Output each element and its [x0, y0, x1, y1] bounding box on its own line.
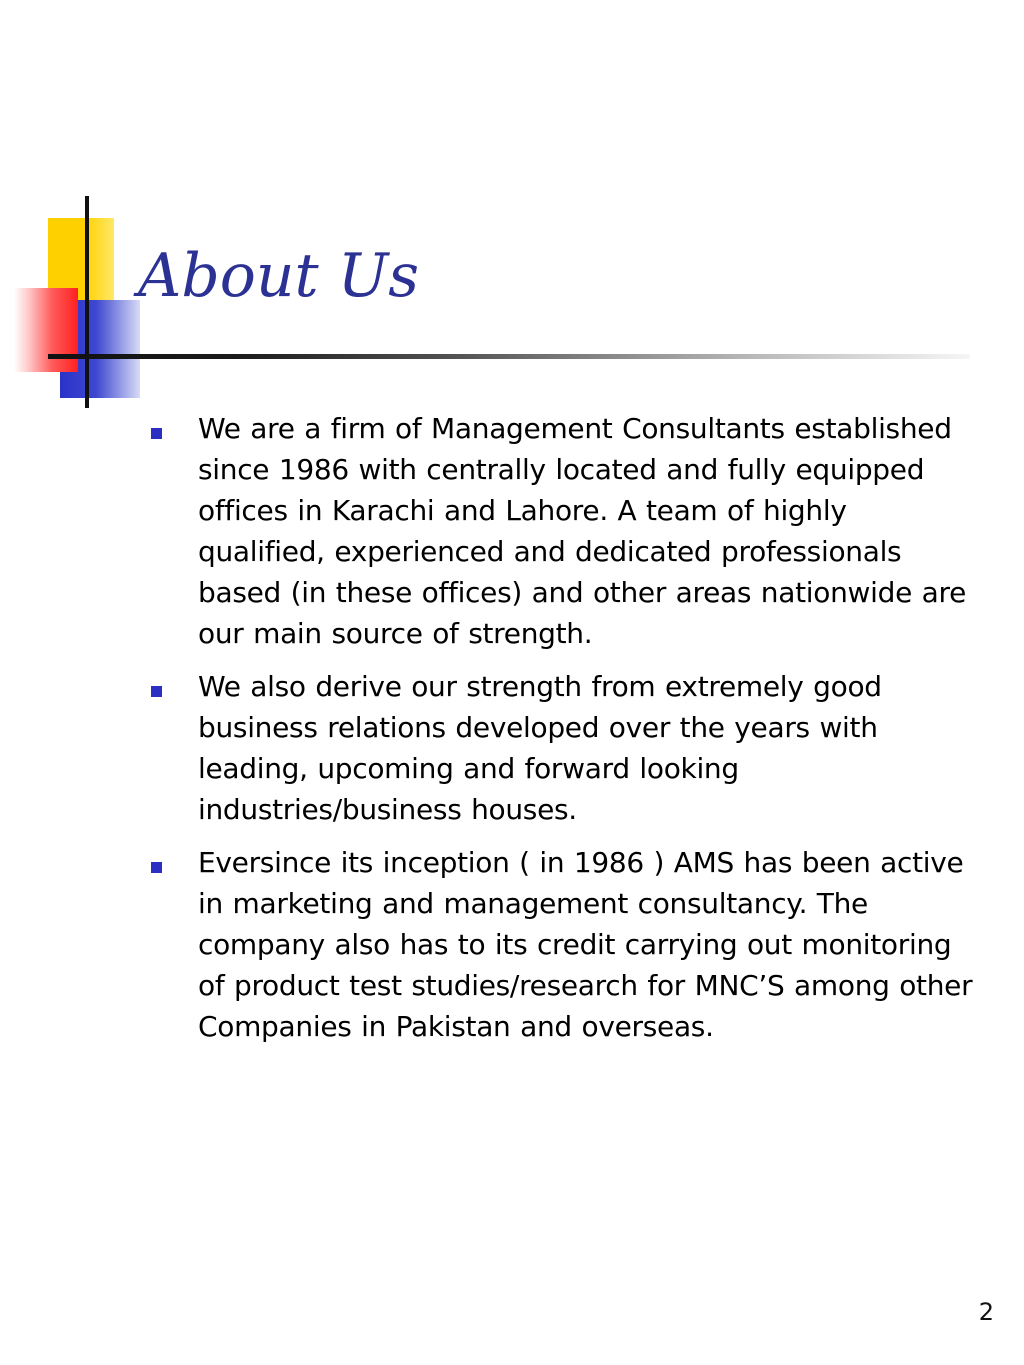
bullet-text: We also derive our strength from extremely good business relations developed over the years with leading, upcoming and forward looking industries/business houses.: [198, 670, 882, 826]
page-number: 2: [978, 1298, 994, 1326]
bullet-text: Eversince its inception ( in 1986 ) AMS has been active in marketing and management consultancy. The company also has to its credit carrying out monitoring of product test studies/research for MNC’S among other Companies in Pakistan and overseas.: [198, 846, 973, 1043]
bullet-square-icon: [151, 862, 162, 873]
bullet-text: We are a firm of Management Consultants established since 1986 with centrally located and fully equipped offices in Karachi and Lahore. A team of highly qualified, experienced and dedicated professionals based (in these offices) and other areas nationwide are our main source of strength.: [198, 412, 966, 650]
bullet-square-icon: [151, 686, 162, 697]
slide-title: About Us: [138, 241, 420, 311]
bullet-list: [146, 408, 982, 1059]
bullet-item: [146, 408, 982, 654]
decorative-red-square: [14, 288, 78, 372]
bullet-item: [146, 666, 982, 830]
bullet-item: [146, 842, 982, 1047]
title-underline: [48, 354, 970, 359]
bullet-square-icon: [151, 428, 162, 439]
decorative-vertical-line: [85, 196, 89, 408]
